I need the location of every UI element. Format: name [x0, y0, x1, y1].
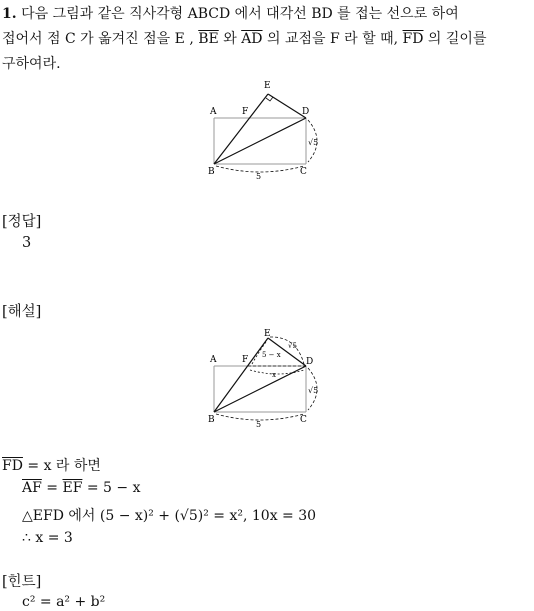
label-bc-length: 5	[256, 420, 262, 429]
segment-ef: $\overline{EF}$	[62, 480, 83, 496]
label-a: A	[210, 355, 217, 365]
segment-af: $\overline{AF}$	[22, 480, 42, 496]
segment-ad: $\overline{AD}$	[241, 31, 263, 47]
solution-line-1: $\overline{FD} = x$ 라 하면	[2, 458, 101, 474]
problem-number: 1.	[2, 6, 17, 22]
label-f: F	[242, 355, 249, 365]
answer-value: 3	[22, 235, 32, 251]
solution-line-4: ∴ x = 3	[22, 530, 73, 546]
label-cd-length: √5	[308, 386, 319, 395]
segment-fd: $\overline{FD}$	[2, 458, 23, 474]
label-cd-length: √5	[308, 138, 319, 147]
problem-line-3: 구하여라.	[2, 56, 61, 72]
answer-header: [정답]	[2, 214, 42, 230]
segment-be-line	[214, 94, 268, 164]
segment-be: $\overline{BE}$	[198, 31, 219, 47]
figure-1-diagram	[200, 76, 335, 184]
right-angle-e	[266, 97, 273, 101]
label-e: E	[264, 329, 271, 339]
label-d: D	[306, 357, 314, 367]
label-a: A	[210, 107, 217, 117]
label-bc-length: 5	[256, 172, 262, 181]
hint-formula: c² = a² + b²	[22, 594, 106, 610]
diagonal-bd	[214, 118, 306, 164]
label-e: E	[264, 81, 271, 91]
label-c: C	[300, 167, 307, 177]
label-b: B	[208, 415, 215, 425]
solution-line-3: △EFD 에서 (5 − x)² + (√5)² = x², 10x = 30	[22, 508, 317, 524]
diagonal-bd	[214, 366, 306, 412]
solution-line-2: $\overline{AF} = \overline{EF} = 5 - x$	[22, 480, 141, 496]
hint-header: [힌트]	[2, 574, 42, 590]
label-c: C	[300, 415, 307, 425]
label-b: B	[208, 167, 215, 177]
label-ef-length: 5 − x	[262, 351, 281, 359]
label-ed-length: √5	[288, 342, 297, 350]
label-d: D	[302, 107, 310, 117]
problem-line-2: 접어서 점 C 가 옮겨진 점을 E , $\overline{BE}$ 와 $\overline{AD}$ 의 교점을 F 라 할 때, $\overline{FD}$ 의 길이를	[2, 31, 487, 47]
label-fd-length: x	[272, 371, 276, 379]
problem-line-1	[2, 2, 459, 27]
segment-ed-line	[268, 94, 306, 118]
label-f: F	[242, 107, 249, 117]
solution-header: [해설]	[2, 304, 42, 320]
figure-2-diagram	[200, 326, 335, 430]
segment-be-line	[214, 338, 268, 412]
problem-text-1: 다음 그림과 같은 직사각형 ABCD 에서 대각선 BD 를 접는 선으로 하여	[21, 6, 459, 22]
segment-fd: $\overline{FD}$	[402, 31, 424, 47]
